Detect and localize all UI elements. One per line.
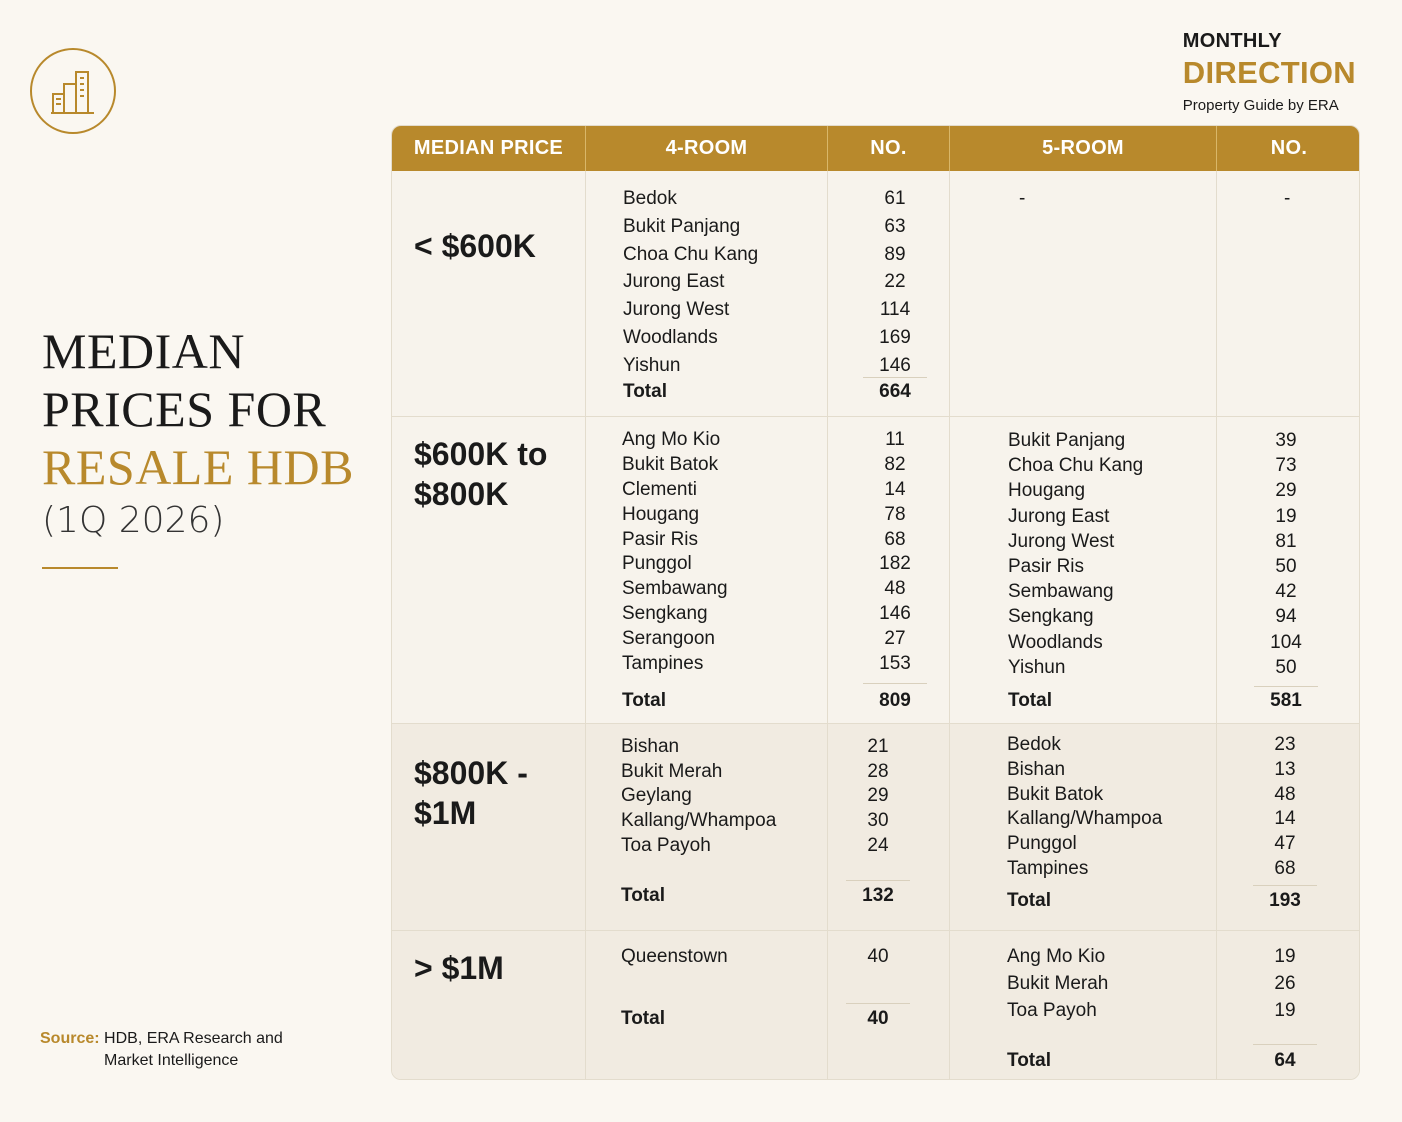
total-divider xyxy=(863,377,927,378)
town-count: 47 xyxy=(1274,833,1296,855)
town-count: 22 xyxy=(884,271,906,293)
column-divider xyxy=(827,171,828,1079)
five-room-list xyxy=(1008,428,1302,711)
list-item xyxy=(623,213,906,241)
town-name: Bukit Panjang xyxy=(623,215,741,237)
list-item xyxy=(622,602,911,627)
total-divider xyxy=(863,683,927,684)
town-name: Woodlands xyxy=(623,326,718,348)
town-count: 50 xyxy=(1275,555,1297,577)
list-item xyxy=(623,324,911,352)
list-item xyxy=(1007,758,1296,783)
price-line-1: $600K to xyxy=(414,436,548,472)
total-divider xyxy=(1253,1044,1317,1045)
header-median-price: MEDIAN PRICE xyxy=(392,126,586,171)
town-name: Sembawang xyxy=(622,578,728,600)
price-line-2: $800K xyxy=(414,476,509,512)
list-item xyxy=(1008,604,1297,629)
title-line-3: RESALE HDB xyxy=(42,439,354,495)
total-label: Total xyxy=(622,690,666,711)
town-count: 82 xyxy=(884,453,906,475)
town-count: 78 xyxy=(884,503,906,525)
town-name: Tampines xyxy=(622,653,704,675)
total-row xyxy=(622,690,930,712)
total-row xyxy=(1007,1050,1320,1072)
list-item xyxy=(622,552,911,577)
town-name: Queenstown xyxy=(621,946,728,967)
list-item xyxy=(622,428,905,453)
list-item xyxy=(1008,453,1297,478)
town-name: Bukit Panjang xyxy=(1008,430,1126,451)
page-title xyxy=(42,322,354,541)
town-name: Punggol xyxy=(1007,833,1077,855)
town-name: Sengkang xyxy=(622,603,708,625)
town-count: 48 xyxy=(1274,783,1296,805)
total-label: Total xyxy=(1007,890,1051,911)
list-item xyxy=(1007,998,1296,1025)
town-count: 42 xyxy=(1275,581,1297,603)
title-divider xyxy=(42,567,118,569)
list-item xyxy=(1007,857,1296,882)
band-divider xyxy=(392,930,1359,931)
total-row xyxy=(623,381,930,403)
total-label: Total xyxy=(621,1008,665,1029)
brand-line-2: DIRECTION xyxy=(1182,55,1356,90)
list-item xyxy=(621,760,889,785)
list-item xyxy=(1008,655,1297,680)
list-item xyxy=(1008,630,1302,655)
town-count: 19 xyxy=(1274,946,1296,967)
list-item xyxy=(1007,733,1296,758)
band-divider xyxy=(392,416,1359,417)
town-count: 11 xyxy=(885,429,905,450)
town-name: Jurong West xyxy=(1008,530,1115,552)
town-name: Hougang xyxy=(1008,480,1086,502)
five-room-list xyxy=(1007,733,1301,911)
list-item xyxy=(1008,478,1297,503)
five-room-list xyxy=(1007,944,1296,1071)
total-label: Total xyxy=(623,381,667,402)
town-count: 114 xyxy=(879,299,911,321)
price-line-2: $1M xyxy=(414,795,477,831)
four-room-list xyxy=(622,428,911,711)
total-count: 40 xyxy=(867,1008,889,1029)
town-count: 30 xyxy=(867,810,889,832)
list-item xyxy=(621,735,889,760)
price-band-label xyxy=(414,753,528,833)
table-header xyxy=(392,126,1359,171)
town-name: Tampines xyxy=(1007,857,1089,879)
town-name: Woodlands xyxy=(1008,631,1103,653)
town-name: Punggol xyxy=(622,553,692,575)
band-divider xyxy=(392,723,1359,724)
town-count: 13 xyxy=(1274,758,1296,780)
header-4-room: 4-ROOM xyxy=(586,126,828,171)
town-name: Toa Payoh xyxy=(621,834,711,856)
total-count: 664 xyxy=(879,381,911,402)
town-count: 94 xyxy=(1275,606,1297,628)
brand-line-3: Property Guide by ERA xyxy=(1182,97,1339,114)
list-item xyxy=(622,478,906,503)
list-item xyxy=(1008,554,1297,579)
town-count: 19 xyxy=(1275,505,1297,527)
total-divider xyxy=(846,1003,910,1004)
town-count: 48 xyxy=(884,578,906,600)
column-divider xyxy=(949,171,950,1079)
town-name: Ang Mo Kio xyxy=(622,429,721,450)
header-4-room-no: NO. xyxy=(828,126,950,171)
title-period: (1Q 2026) xyxy=(42,500,225,541)
town-count: 81 xyxy=(1275,530,1297,552)
total-row xyxy=(1007,890,1320,912)
list-item xyxy=(1007,783,1296,808)
list-item xyxy=(623,185,906,213)
brand-line-1: MONTHLY xyxy=(1182,30,1282,52)
four-room-list xyxy=(623,185,911,402)
town-name: Bukit Merah xyxy=(1007,972,1109,994)
town-count: 14 xyxy=(1274,808,1296,830)
town-count: 63 xyxy=(884,215,906,237)
source-label: Source: xyxy=(40,1030,100,1047)
town-count: 40 xyxy=(867,946,889,967)
price-band-label: > $1M xyxy=(414,950,504,986)
town-name: Kallang/Whampoa xyxy=(1007,808,1163,830)
town-count: 89 xyxy=(884,243,906,265)
five-room-empty: - xyxy=(1019,188,1026,209)
list-item xyxy=(621,809,889,834)
town-name: Bedok xyxy=(623,188,677,209)
column-divider xyxy=(1216,171,1217,1079)
town-count: 24 xyxy=(867,834,889,856)
town-count: 28 xyxy=(867,760,889,782)
town-count: 169 xyxy=(879,326,911,348)
town-name: Jurong West xyxy=(623,299,730,321)
town-count: 14 xyxy=(884,478,906,500)
town-name: Choa Chu Kang xyxy=(1008,455,1144,477)
town-count: 68 xyxy=(1274,857,1296,879)
total-count: 581 xyxy=(1270,690,1302,711)
four-room-list xyxy=(621,944,889,1029)
total-divider xyxy=(1253,885,1317,886)
town-count: 146 xyxy=(879,603,911,625)
town-count: 19 xyxy=(1274,999,1296,1021)
list-item xyxy=(1008,579,1297,604)
source-text xyxy=(104,1028,283,1072)
list-item xyxy=(621,944,889,970)
town-count: 26 xyxy=(1274,972,1296,994)
total-count: 64 xyxy=(1274,1050,1296,1071)
price-band-label xyxy=(414,434,547,514)
source-text-line-1: HDB, ERA Research and xyxy=(104,1030,283,1047)
list-item xyxy=(1007,944,1296,971)
five-room-no-empty: - xyxy=(1284,188,1291,209)
building-chart-icon xyxy=(50,66,98,116)
town-name: Bishan xyxy=(1007,758,1066,780)
town-name: Hougang xyxy=(622,503,700,525)
total-count: 809 xyxy=(879,690,911,711)
total-count: 132 xyxy=(862,885,894,906)
town-name: Serangoon xyxy=(622,628,715,650)
town-count: 68 xyxy=(884,528,906,550)
town-count: 146 xyxy=(879,354,911,376)
total-label: Total xyxy=(1008,690,1052,711)
list-item xyxy=(1007,971,1296,998)
price-line-1: $800K - xyxy=(414,755,528,791)
town-name: Jurong East xyxy=(1008,505,1110,527)
column-divider xyxy=(585,171,586,1079)
list-item xyxy=(623,268,906,296)
town-count: 39 xyxy=(1275,430,1297,451)
town-count: 23 xyxy=(1274,734,1296,755)
total-row xyxy=(621,1008,913,1030)
logo xyxy=(30,48,116,134)
four-room-list xyxy=(621,735,894,906)
list-item xyxy=(1008,504,1297,529)
town-count: 61 xyxy=(884,188,906,209)
town-name: Bukit Batok xyxy=(622,453,719,475)
town-name: Toa Payoh xyxy=(1007,999,1097,1021)
town-count: 104 xyxy=(1270,631,1302,653)
total-row xyxy=(621,885,913,907)
town-name: Choa Chu Kang xyxy=(623,243,759,265)
list-item xyxy=(623,352,911,380)
town-name: Pasir Ris xyxy=(1008,555,1085,577)
town-count: 29 xyxy=(867,785,889,807)
total-count: 193 xyxy=(1269,890,1301,911)
header-5-room: 5-ROOM xyxy=(950,126,1217,171)
town-count: 153 xyxy=(879,653,911,675)
list-item xyxy=(1008,529,1297,554)
town-count: 50 xyxy=(1275,656,1297,678)
source-note xyxy=(40,1028,283,1072)
town-name: Kallang/Whampoa xyxy=(621,810,777,832)
town-name: Pasir Ris xyxy=(622,528,699,550)
list-item xyxy=(622,577,906,602)
median-price-table xyxy=(391,125,1360,1080)
town-count: 27 xyxy=(884,628,906,650)
list-item xyxy=(622,453,906,478)
list-item xyxy=(621,784,889,809)
town-name: Clementi xyxy=(622,478,697,500)
list-item xyxy=(622,528,906,553)
list-item xyxy=(1007,832,1296,857)
total-divider xyxy=(1254,686,1318,687)
list-item xyxy=(621,834,889,859)
town-name: Sengkang xyxy=(1008,606,1094,628)
list-item xyxy=(1007,807,1296,832)
town-name: Bedok xyxy=(1007,734,1061,755)
town-name: Bukit Merah xyxy=(621,760,723,782)
town-name: Jurong East xyxy=(623,271,725,293)
price-band-label: < $600K xyxy=(414,228,536,264)
list-item xyxy=(622,503,906,528)
town-name: Bukit Batok xyxy=(1007,783,1104,805)
brand-block xyxy=(1183,30,1356,114)
town-count: 29 xyxy=(1275,480,1297,502)
total-divider xyxy=(846,880,910,881)
town-name: Bishan xyxy=(621,736,680,757)
total-row xyxy=(1008,690,1321,712)
town-name: Ang Mo Kio xyxy=(1007,946,1106,967)
town-count: 73 xyxy=(1275,455,1297,477)
list-item xyxy=(1008,428,1297,453)
town-name: Sembawang xyxy=(1008,581,1114,603)
total-label: Total xyxy=(1007,1050,1051,1071)
total-label: Total xyxy=(621,885,665,906)
town-name: Geylang xyxy=(621,785,692,807)
list-item xyxy=(623,241,906,269)
town-name: Yishun xyxy=(623,354,681,376)
town-name: Yishun xyxy=(1008,656,1066,678)
source-text-line-2: Market Intelligence xyxy=(104,1052,239,1069)
town-count: 182 xyxy=(879,553,911,575)
town-count: 21 xyxy=(867,736,889,757)
list-item xyxy=(623,296,911,324)
list-item xyxy=(622,652,911,677)
list-item xyxy=(622,627,906,652)
header-5-room-no: NO. xyxy=(1270,137,1308,159)
title-line-2: PRICES FOR xyxy=(42,381,327,437)
title-line-1: MEDIAN xyxy=(42,323,245,379)
